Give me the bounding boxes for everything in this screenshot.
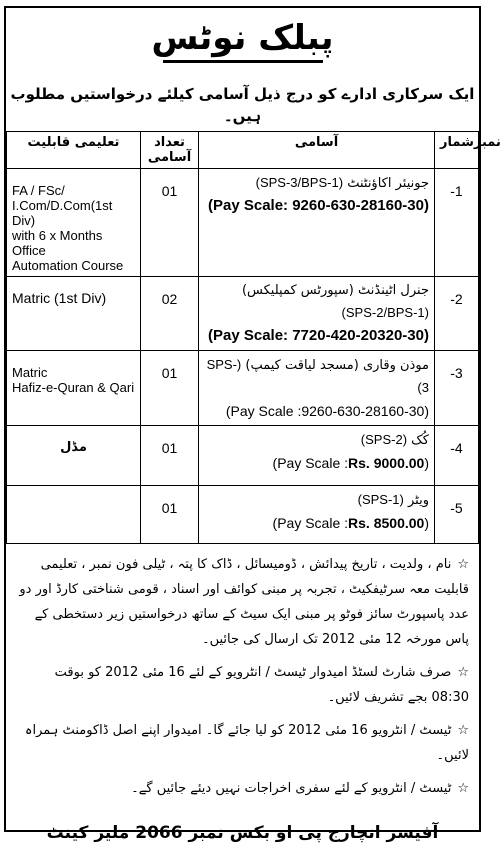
note-text: صرف شارٹ لسٹڈ امیدوار ٹیسٹ / انٹرویو کے لئے 16 مئی 2012 کو بوقت 08:30 بجے تشریف لائیں۔ bbox=[54, 665, 469, 705]
pay-scale-value: Rs. 9000.00 bbox=[348, 455, 425, 471]
star-icon: ☆ bbox=[457, 665, 469, 680]
post-name: موذن وقاری (مسجد لیاقت کیمپ) bbox=[245, 358, 429, 373]
serial-cell: -3 bbox=[435, 351, 479, 426]
post-grade: (SPS-1) bbox=[357, 492, 404, 507]
pay-scale-value: (Pay Scale :9260-630-28160-30) bbox=[225, 403, 429, 419]
note-text: ٹیسٹ / انٹرویو 16 مئی 2012 کو لیا جائے گا۔ امیدوار اپنے اصل ڈاکومنٹ ہمراہ لائیں۔ bbox=[24, 723, 469, 763]
serial-cell: -2 bbox=[435, 277, 479, 351]
count-cell: 01 bbox=[141, 426, 199, 486]
note-item bbox=[16, 552, 469, 652]
qualification-cell bbox=[7, 486, 141, 544]
post-name: جونیئر اکاؤنٹنٹ bbox=[347, 176, 429, 191]
title-underline bbox=[163, 60, 323, 63]
pay-scale-prefix: (Pay Scale : bbox=[272, 455, 349, 471]
serial-cell: -4 bbox=[435, 426, 479, 486]
note-item bbox=[16, 660, 469, 710]
serial-cell: -1 bbox=[435, 169, 479, 277]
count-cell: 02 bbox=[141, 277, 199, 351]
count-cell: 01 bbox=[141, 486, 199, 544]
post-title bbox=[204, 489, 429, 512]
post-name: ویٹر bbox=[408, 493, 429, 508]
table-row bbox=[7, 486, 479, 544]
star-icon: ☆ bbox=[457, 557, 469, 572]
post-grade: (SPS-3) bbox=[206, 357, 429, 395]
serial-cell: -5 bbox=[435, 486, 479, 544]
pay-scale-value: Rs. 8500.00 bbox=[348, 515, 425, 531]
table-row bbox=[7, 351, 479, 426]
post-name: کُک bbox=[411, 433, 429, 448]
post-title bbox=[204, 429, 429, 452]
pay-scale-value: (Pay Scale: 7720-420-20320-30) bbox=[208, 327, 429, 344]
post-title bbox=[204, 280, 429, 325]
header-count: تعداد آسامی bbox=[141, 132, 199, 169]
table-header-row bbox=[7, 132, 479, 169]
qualification-cell: مڈل bbox=[7, 426, 141, 486]
post-cell bbox=[199, 426, 435, 486]
table-row bbox=[7, 277, 479, 351]
header-serial: نمبرشمار bbox=[435, 132, 479, 169]
qualification-cell bbox=[7, 277, 141, 351]
notes-section bbox=[6, 544, 479, 801]
note-item bbox=[16, 718, 469, 768]
qualification-text: Matric Hafiz-e-Quran & Qari bbox=[12, 365, 135, 395]
qualification-text: FA / FSc/ I.Com/D.Com(1st Div) with 6 x Months Office Automation Course bbox=[12, 183, 124, 273]
table-row bbox=[7, 169, 479, 277]
page-title: پبلک نوٹس bbox=[151, 18, 334, 58]
footer-address: آفیسر انچارج پی او بکس نمبر 2066 ملیر کینٹ bbox=[46, 823, 439, 843]
post-cell bbox=[199, 486, 435, 544]
pay-scale bbox=[204, 325, 429, 347]
header-post: آسامی bbox=[199, 132, 435, 169]
pay-scale-suffix: ) bbox=[424, 455, 429, 471]
pay-scale bbox=[204, 452, 429, 474]
pay-scale-suffix: ) bbox=[424, 515, 429, 531]
star-icon: ☆ bbox=[457, 723, 469, 738]
note-text: ٹیسٹ / انٹرویو کے لئے سفری اخراجات نہیں دیئے جائیں گے۔ bbox=[131, 781, 452, 796]
header-qualification: تعلیمی قابلیت bbox=[7, 132, 141, 169]
qualification-cell bbox=[7, 169, 141, 277]
table-row bbox=[7, 426, 479, 486]
count-cell: 01 bbox=[141, 351, 199, 426]
pay-scale-prefix: (Pay Scale : bbox=[272, 515, 349, 531]
post-cell bbox=[199, 169, 435, 277]
post-title bbox=[204, 354, 429, 400]
post-name: جنرل اٹینڈنٹ (سپورٹس کمپلیکس) bbox=[241, 283, 429, 298]
note-text: نام ، ولدیت ، تاریخ پیدائش ، ڈومیسائل ، ڈاک کا پتہ ، ٹیلی فون نمبر ، تعلیمی قابلیت معہ سرٹیفکیٹ ، تجربہ پر مبنی کوائف اور اسناد ، قومی شناختی کارڈ اور دو عدد پاسپورٹ سائز فوٹو پر مبنی ایک سیٹ کے ساتھ درخواستیں زیر دستخطی کے پاس مورخہ 12 مئی 2012 تک ارسال کی جائیں۔ bbox=[19, 557, 469, 647]
qualification-cell bbox=[7, 351, 141, 426]
public-notice bbox=[4, 6, 501, 843]
post-cell bbox=[199, 277, 435, 351]
pay-scale bbox=[204, 512, 429, 534]
posts-table bbox=[6, 131, 501, 544]
intro-text: ایک سرکاری ادارے کو درج ذیل آسامی کیلئے درخواستیں مطلوب ہیں۔ bbox=[10, 85, 475, 125]
post-grade: (SPS-3/BPS-1) bbox=[255, 175, 344, 190]
post-grade: (SPS-2) bbox=[360, 432, 408, 447]
qualification-text: Matric (1st Div) bbox=[12, 290, 107, 306]
post-grade: (SPS-2/BPS-1) bbox=[341, 305, 429, 320]
post-title bbox=[204, 172, 429, 195]
star-icon: ☆ bbox=[457, 781, 469, 796]
pay-scale bbox=[204, 195, 429, 217]
pay-scale bbox=[204, 400, 429, 422]
note-item bbox=[16, 776, 469, 801]
count-cell: 01 bbox=[141, 169, 199, 277]
post-cell bbox=[199, 351, 435, 426]
pay-scale-value: (Pay Scale: 9260-630-28160-30) bbox=[208, 197, 429, 214]
